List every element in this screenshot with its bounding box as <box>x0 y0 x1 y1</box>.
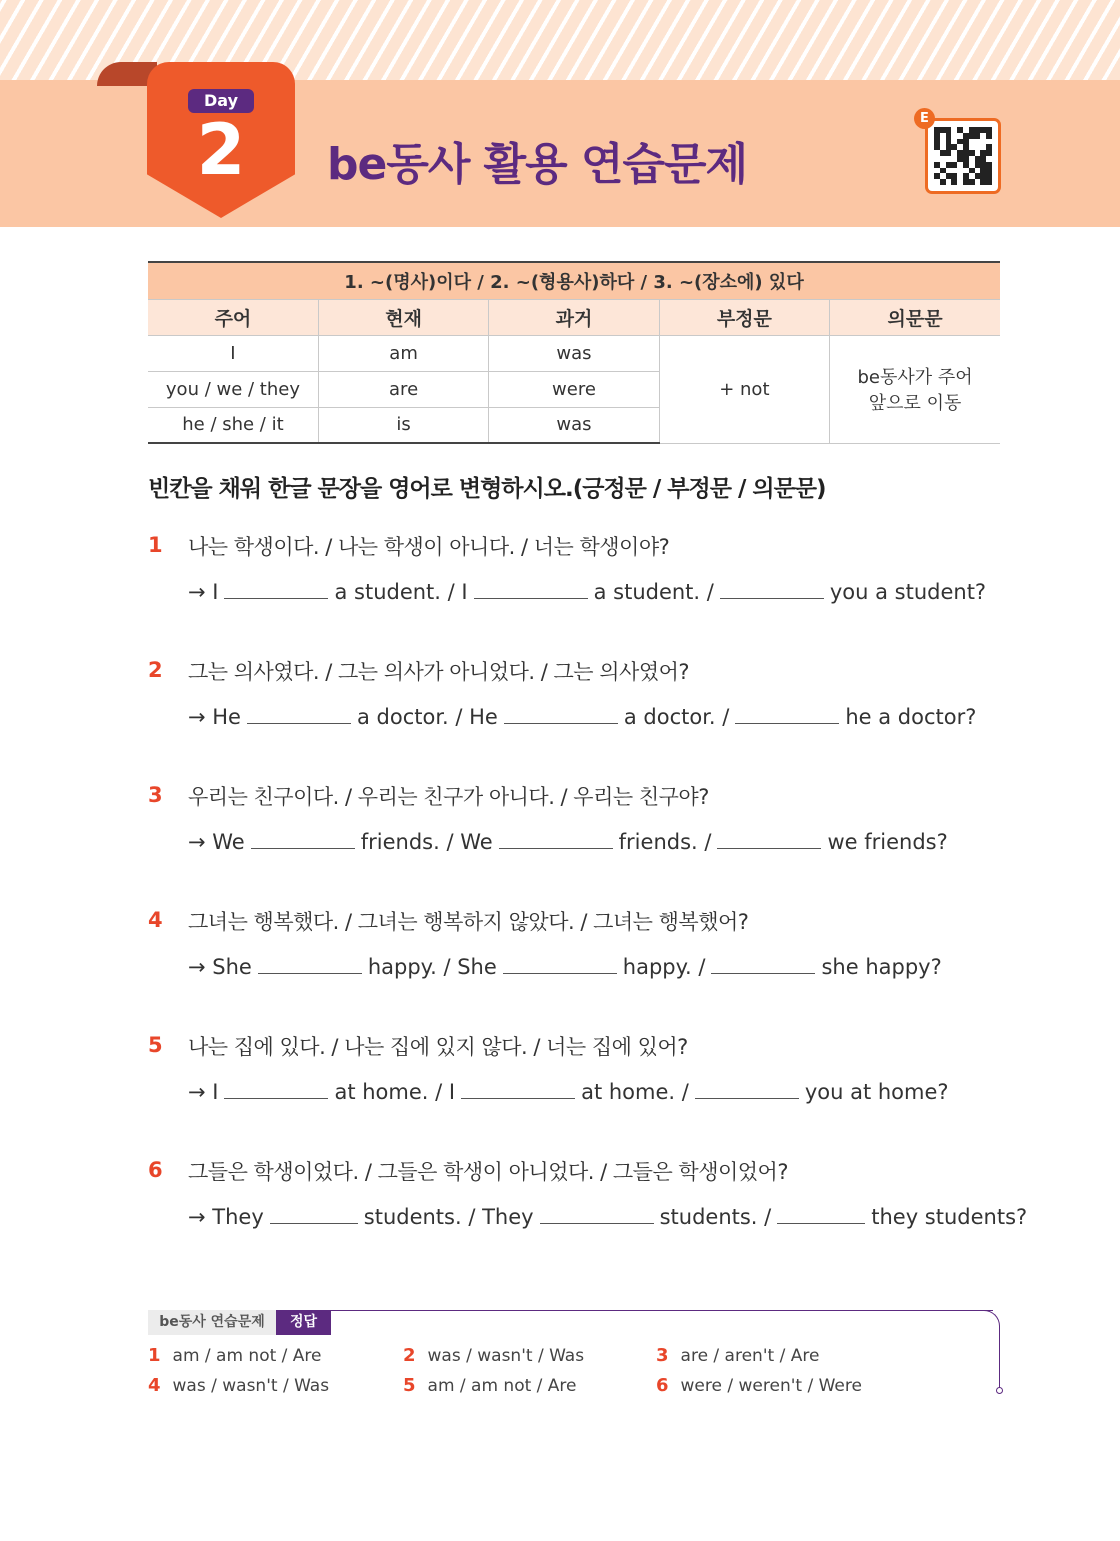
answer-text: was / wasn't / Was <box>427 1346 585 1366</box>
sentence-part: → We <box>188 830 245 854</box>
question-number: 3 <box>148 783 163 807</box>
answer-blank[interactable] <box>461 1079 575 1099</box>
answer-item <box>656 1345 819 1366</box>
answer-text: are / aren't / Are <box>680 1346 820 1366</box>
question-number: 5 <box>148 1033 163 1057</box>
sentence-part: a student. / <box>593 580 714 604</box>
answer-blank[interactable] <box>258 954 362 974</box>
qr-pattern-icon <box>934 127 992 185</box>
day-label: Day <box>188 89 254 113</box>
table-cell: he / she / it <box>148 407 318 443</box>
sentence-part: you at home? <box>804 1080 949 1104</box>
table-cell: was <box>489 335 659 371</box>
sentence-part: a doctor. / <box>623 705 730 729</box>
sentence-part: → He <box>188 705 241 729</box>
sentence-part: we friends? <box>827 830 948 854</box>
sentence-part: at home. / <box>581 1080 689 1104</box>
table-cell: was <box>489 407 659 443</box>
answer-blank[interactable] <box>540 1204 654 1224</box>
sentence-part: he a doctor? <box>845 705 977 729</box>
table-cell: is <box>318 407 488 443</box>
sentence-part: you a student? <box>829 580 987 604</box>
sentence-part: friends. / We <box>360 830 493 854</box>
answer-blank[interactable] <box>711 954 815 974</box>
question-english <box>188 1204 1027 1229</box>
question-english <box>188 704 976 729</box>
question-cell <box>830 335 1000 443</box>
answer-number: 5 <box>403 1375 416 1396</box>
qr-badge: E <box>914 108 935 129</box>
answer-item <box>403 1375 577 1396</box>
answer-number: 1 <box>148 1345 161 1366</box>
question-korean: 우리는 친구이다. / 우리는 친구가 아니다. / 우리는 친구야? <box>188 785 709 809</box>
sentence-part: happy. / She <box>367 955 497 979</box>
answer-blank[interactable] <box>735 704 839 724</box>
answer-section-label: be동사 연습문제 <box>148 1310 276 1335</box>
answer-blank[interactable] <box>270 1204 358 1224</box>
negative-cell: + not <box>659 335 829 443</box>
answer-tab: 정답 <box>276 1310 331 1335</box>
question-english <box>188 579 986 604</box>
instruction: 빈칸을 채워 한글 문장을 영어로 변형하시오.(긍정문 / 부정문 / 의문문) <box>148 476 826 502</box>
answer-blank[interactable] <box>474 579 588 599</box>
question-line: be동사가 주어 <box>857 367 973 388</box>
answer-blank[interactable] <box>224 579 328 599</box>
header-cell: 과거 <box>489 299 659 335</box>
table-cell: am <box>318 335 488 371</box>
page-title: be동사 활용 연습문제 <box>327 139 748 190</box>
sentence-part: → I <box>188 1080 219 1104</box>
question-korean: 그녀는 행복했다. / 그녀는 행복하지 않았다. / 그녀는 행복했어? <box>188 910 749 934</box>
sentence-part: they students? <box>871 1205 1028 1229</box>
qr-code[interactable] <box>925 118 1001 194</box>
answer-item <box>148 1345 322 1366</box>
header-cell: 부정문 <box>659 299 829 335</box>
sentence-part: → I <box>188 580 219 604</box>
sentence-part: happy. / <box>622 955 706 979</box>
sentence-part: students. / <box>659 1205 772 1229</box>
table-cell: are <box>318 371 488 407</box>
answer-blank[interactable] <box>695 1079 799 1099</box>
answer-number: 2 <box>403 1345 416 1366</box>
table-cell: were <box>489 371 659 407</box>
question-english <box>188 954 942 979</box>
sentence-part: friends. / <box>618 830 712 854</box>
question-number: 1 <box>148 533 163 557</box>
question-korean: 그들은 학생이었다. / 그들은 학생이 아니었다. / 그들은 학생이었어? <box>188 1160 788 1184</box>
answer-text: am / am not / Are <box>427 1376 577 1396</box>
answer-item <box>403 1345 584 1366</box>
header-cell: 의문문 <box>830 299 1000 335</box>
answer-number: 3 <box>656 1345 669 1366</box>
answer-blank[interactable] <box>499 829 613 849</box>
answer-side-line <box>999 1326 1000 1388</box>
question-number: 6 <box>148 1158 163 1182</box>
question-english <box>188 829 948 854</box>
sentence-part: she happy? <box>821 955 942 979</box>
sentence-part: students. / They <box>363 1205 534 1229</box>
table-cell: I <box>148 335 318 371</box>
sentence-part: → They <box>188 1205 264 1229</box>
question-number: 4 <box>148 908 163 932</box>
question-korean: 그는 의사였다. / 그는 의사가 아니었다. / 그는 의사였어? <box>188 660 690 684</box>
answer-blank[interactable] <box>720 579 824 599</box>
answer-blank[interactable] <box>224 1079 328 1099</box>
answer-blank[interactable] <box>251 829 355 849</box>
question-line: 앞으로 이동 <box>868 393 962 414</box>
sentence-part: → She <box>188 955 252 979</box>
answer-blank[interactable] <box>777 1204 865 1224</box>
question-number: 2 <box>148 658 163 682</box>
answer-text: were / weren't / Were <box>680 1376 862 1396</box>
answer-number: 6 <box>656 1375 669 1396</box>
answer-corner <box>983 1310 1000 1326</box>
table-cell: you / we / they <box>148 371 318 407</box>
day-number: 2 <box>196 109 246 191</box>
answer-blank[interactable] <box>504 704 618 724</box>
question-korean: 나는 학생이다. / 나는 학생이 아니다. / 너는 학생이야? <box>188 535 670 559</box>
answer-number: 4 <box>148 1375 161 1396</box>
answer-blank[interactable] <box>503 954 617 974</box>
sentence-part: at home. / I <box>334 1080 456 1104</box>
answer-text: am / am not / Are <box>172 1346 322 1366</box>
answer-blank[interactable] <box>247 704 351 724</box>
grammar-table <box>148 261 1000 444</box>
table-caption: 1. ~(명사)이다 / 2. ~(형용사)하다 / 3. ~(장소에) 있다 <box>148 262 1000 299</box>
answer-item <box>656 1375 862 1396</box>
answer-divider <box>331 1310 993 1311</box>
sentence-part: a doctor. / He <box>356 705 498 729</box>
answer-end-dot <box>996 1387 1003 1394</box>
header-cell: 현재 <box>318 299 488 335</box>
header-cell: 주어 <box>148 299 318 335</box>
sentence-part: a student. / I <box>334 580 468 604</box>
answer-blank[interactable] <box>717 829 821 849</box>
answer-item <box>148 1375 329 1396</box>
answer-text: was / wasn't / Was <box>172 1376 330 1396</box>
question-english <box>188 1079 949 1104</box>
question-korean: 나는 집에 있다. / 나는 집에 있지 않다. / 너는 집에 있어? <box>188 1035 688 1059</box>
